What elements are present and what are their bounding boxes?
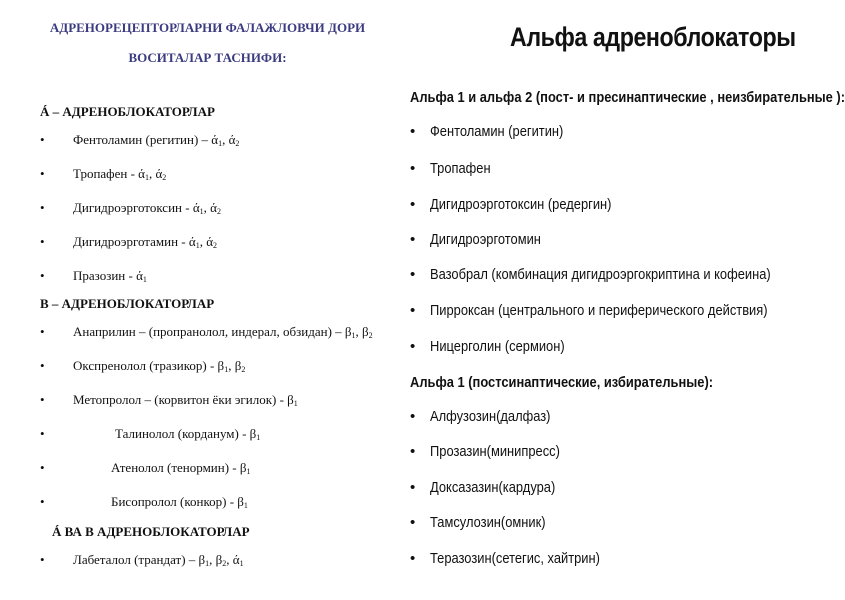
item-text: Прозазин(минипресс) [430, 443, 560, 460]
list-item [40, 324, 375, 344]
list-item [40, 200, 375, 220]
item-text: Метопролол – (корвитон ёки эгилок) - $\beta_1$ [73, 392, 298, 408]
item-text: Лабеталол (трандат) – $\beta_1$, $\beta_2$, $ά_1$ [73, 552, 244, 568]
bullet-icon: • [40, 358, 45, 373]
bullet-icon: • [410, 443, 416, 460]
item-text: Дигидроэрготомин [430, 231, 541, 248]
alpha-beta-heading: Á ВА В АДРЕНОБЛОКАТОРЛАР [52, 524, 250, 539]
group-heading: Альфа 1 (постсинаптические, избирательные): [410, 374, 714, 391]
item-text: Тропафен [430, 160, 491, 177]
left-column [40, 20, 375, 572]
list-item [40, 460, 375, 480]
item-text: Дигидроэрготоксин (редергин) [430, 196, 612, 213]
item-text: Тропафен - $ά_1$, $ά_2$ [73, 166, 167, 182]
bullet-icon: • [40, 268, 45, 283]
item-text: Ницерголин (сермион) [430, 338, 565, 355]
bullet-icon: • [410, 196, 416, 213]
beta-heading: В – АДРЕНОБЛОКАТОРЛАР [40, 296, 215, 311]
list-item [40, 358, 375, 378]
group-heading: Альфа 1 и альфа 2 (пост- и пресинаптические , неизбирательные ): [410, 89, 845, 106]
beta-list [40, 324, 375, 514]
item-text: Окспренолол (тразикор) - $\beta_1$, $\beta_2$ [73, 358, 246, 374]
list-item [40, 552, 375, 572]
bullet-icon: • [410, 266, 416, 283]
bullet-icon: • [410, 479, 416, 496]
bullet-icon: • [410, 338, 416, 355]
item-text: Бисопролол (конкор) - $\beta_1$ [111, 494, 248, 510]
bullet-icon: • [40, 166, 45, 181]
alpha-beta-list [40, 552, 375, 572]
list-item [40, 234, 375, 254]
bullet-icon: • [410, 514, 416, 531]
left-title: АДРЕНОРЕЦЕПТОРЛАРНИ ФАЛАЖЛОВЧИ ДОРИ [49, 20, 366, 35]
item-text: Фентоламин (регитин) [430, 123, 564, 140]
item-text: Празозин - $ά_1$ [73, 268, 147, 284]
bullet-icon: • [40, 494, 45, 509]
bullet-icon: • [410, 231, 416, 248]
item-text: Доксазазин(кардура) [430, 479, 556, 496]
list-item [40, 166, 375, 186]
bullet-icon: • [410, 160, 416, 177]
item-text: Пирроксан (центрального и периферического действия) [430, 302, 768, 319]
bullet-icon: • [410, 123, 416, 140]
right-title: Альфа адреноблокаторы [510, 22, 796, 52]
alpha-list [40, 132, 375, 288]
bullet-icon: • [410, 302, 416, 319]
item-text: Тамсулозин(омник) [430, 514, 546, 531]
left-subtitle: ВОСИТАЛАР ТАСНИФИ: [128, 50, 287, 65]
item-text: Алфузозин(далфаз) [430, 408, 551, 425]
bullet-icon: • [40, 426, 45, 441]
item-text: Вазобрал (комбинация дигидроэргокриптина и кофеина) [430, 266, 771, 283]
bullet-icon: • [40, 552, 45, 567]
item-text: Дигидроэрготоксин - $ά_1$, $ά_2$ [73, 200, 221, 216]
alpha-heading: Á – АДРЕНОБЛОКАТОРЛАР [40, 104, 215, 119]
item-text: Дигидроэрготамин - $ά_1$, $ά_2$ [73, 234, 218, 250]
item-text: Теразозин(сетегис, хайтрин) [430, 550, 600, 567]
list-item [40, 426, 375, 446]
item-text: Атенолол (тенормин) - $\beta_1$ [111, 460, 251, 476]
bullet-icon: • [40, 234, 45, 249]
bullet-icon: • [40, 200, 45, 215]
item-text: Анаприлин – (пропранолол, индерал, обзидан) – $\beta_1$, $\beta_2$ [73, 324, 373, 340]
list-item [40, 268, 375, 288]
list-item [40, 132, 375, 152]
bullet-icon: • [40, 460, 45, 475]
bullet-icon: • [410, 408, 416, 425]
bullet-icon: • [40, 132, 45, 147]
bullet-icon: • [410, 550, 416, 567]
bullet-icon: • [40, 392, 45, 407]
item-text: Фентоламин (регитин) – $ά_1$, $ά_2$ [73, 132, 240, 148]
list-item [40, 494, 375, 514]
item-text: Талинолол (корданум) - $\beta_1$ [115, 426, 261, 442]
list-item [40, 392, 375, 412]
bullet-icon: • [40, 324, 45, 339]
